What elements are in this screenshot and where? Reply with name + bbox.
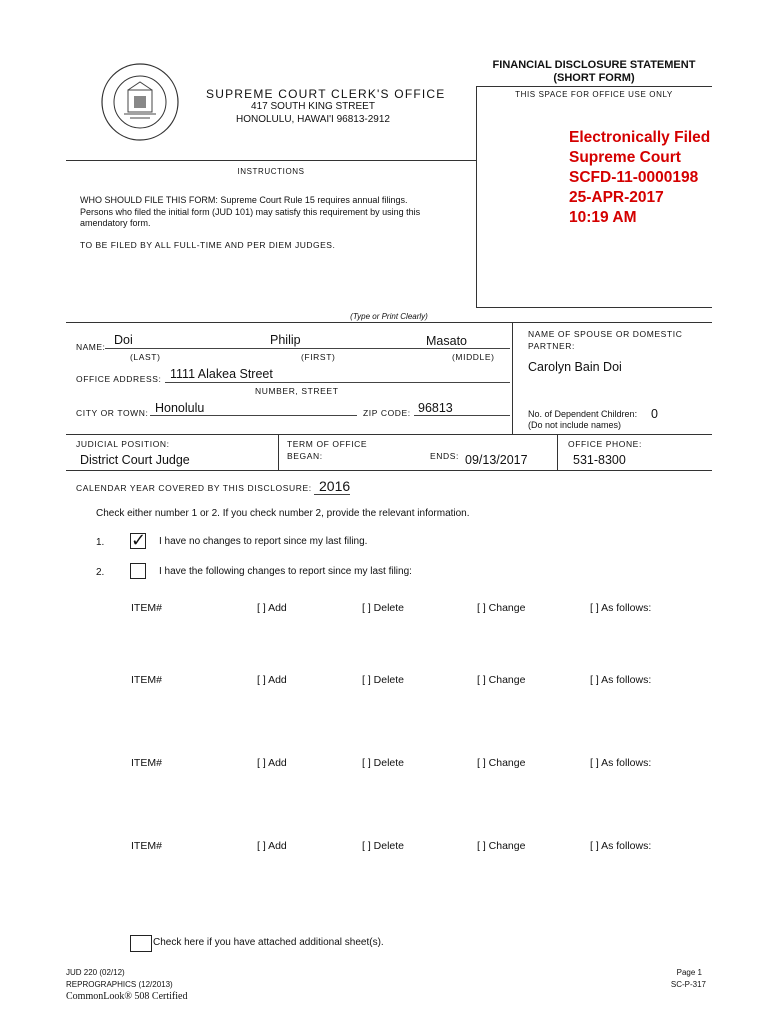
office-address-underline [165,382,510,383]
dependents-label: No. of Dependent Children: [528,409,638,419]
item-row [0,757,770,771]
item-as-follows-checkbox[interactable]: [ ] As follows: [590,602,652,614]
item-label: ITEM# [131,757,162,769]
instructions-para1 [80,195,420,230]
option1-text: I have no changes to report since my last filing. [159,536,368,547]
name-label: NAME: [76,342,106,352]
type-or-print [66,312,712,321]
ends-label: ENDS: [430,451,459,461]
position-bottom-rule [66,470,712,471]
efiling-line5: 10:19 AM [569,209,637,226]
phone-column-divider [557,434,558,470]
office-use-left-border [476,86,477,307]
form-title-line1: FINANCIAL DISCLOSURE STATEMENT [492,59,696,71]
item-as-follows-checkbox[interactable]: [ ] As follows: [590,757,652,769]
calendar-year-value[interactable]: 2016 [319,478,351,494]
item-add-checkbox[interactable]: [ ] Add [257,840,287,852]
middle-name-value[interactable]: Masato [426,334,467,348]
spouse-column-divider [512,322,513,434]
term-column-divider [278,434,279,470]
term-label-line1: TERM OF OFFICE [287,439,368,449]
first-label: (FIRST) [301,352,336,362]
spouse-value[interactable]: Carolyn Bain Doi [528,360,622,374]
office-address-label: OFFICE ADDRESS: [76,374,162,384]
first-name-value[interactable]: Philip [270,333,301,347]
changes-instruction: Check either number 1 or 2. If you check number 2, provide the relevant information. [96,508,470,519]
additional-sheets-text: Check here if you have attached additional sheet(s). [153,937,384,948]
office-name: SUPREME COURT CLERK'S OFFICE [206,87,446,101]
efiling-line2: Supreme Court [569,149,681,166]
instructions-para2: TO BE FILED BY ALL FULL-TIME AND PER DIEM JUDGES. [80,240,336,250]
item-change-checkbox[interactable]: [ ] Change [477,674,526,686]
item-delete-checkbox[interactable]: [ ] Delete [362,757,405,769]
efiling-line4: 25-APR-2017 [569,189,664,206]
certified-mark: CommonLook® 508 Certified [66,991,188,1002]
address-line2: HONOLULU, HAWAI'I 96813-2912 [235,114,390,125]
instructions-top-rule [66,160,476,161]
option2-checkbox[interactable] [130,563,146,579]
office-address-value[interactable]: 1111 Alakea Street [170,367,273,381]
spouse-label-line1: NAME OF SPOUSE OR DOMESTIC [528,329,683,339]
item-add-checkbox[interactable]: [ ] Add [257,602,287,614]
dependents-value[interactable]: 0 [651,407,658,421]
calendar-year-label: CALENDAR YEAR COVERED BY THIS DISCLOSURE: [76,483,312,493]
spouse-label-line2: PARTNER: [528,341,575,351]
item-delete-checkbox[interactable]: [ ] Delete [362,602,405,614]
position-top-rule [66,434,712,435]
number-street-label: NUMBER, STREET [255,386,339,396]
item-label: ITEM# [131,674,162,686]
page-number: Page 1 [676,968,702,977]
item-row [0,602,770,616]
option1-checkbox[interactable] [130,530,147,550]
item-change-checkbox[interactable]: [ ] Change [477,602,526,614]
address-line1: 417 SOUTH KING STREET [251,101,375,112]
efiling-line1: Electronically Filed [569,129,711,146]
option1-number: 1. [96,537,105,548]
city-value[interactable]: Honolulu [155,401,205,415]
office-use-label: THIS SPACE FOR OFFICE USE ONLY [515,90,673,99]
office-phone-label: OFFICE PHONE: [568,439,642,449]
form-title-line2: (SHORT FORM) [553,72,635,84]
ends-value[interactable]: 09/13/2017 [465,453,528,467]
instructions-heading: INSTRUCTIONS [237,167,305,176]
zip-label: ZIP CODE: [363,408,411,418]
item-row [0,674,770,688]
item-as-follows-checkbox[interactable]: [ ] As follows: [590,840,652,852]
efiling-stamp [569,128,769,228]
item-label: ITEM# [131,602,162,614]
calendar-year-underline [314,494,350,495]
item-row [0,840,770,854]
item-change-checkbox[interactable]: [ ] Change [477,840,526,852]
reprographics: REPROGRAPHICS (12/2013) [66,980,173,989]
form-code: SC-P-317 [670,980,706,989]
middle-label: (MIDDLE) [452,352,495,362]
instructions-para1-line2: Persons who filed the initial form (JUD 101) may satisfy this requirement by using this [80,206,421,217]
form-number: JUD 220 (02/12) [66,968,125,977]
check-icon: ✓ [131,530,147,550]
court-seal-icon [100,62,180,142]
judicial-position-value[interactable]: District Court Judge [80,453,190,467]
option2-text: I have the following changes to report since my last filing: [159,566,412,577]
efiling-line3: SCFD-11-0000198 [569,169,699,186]
last-name-value[interactable]: Doi [114,333,133,347]
name-underline [105,348,510,349]
office-use-bottom-border [476,307,712,308]
item-label: ITEM# [131,840,162,852]
judicial-position-label: JUDICIAL POSITION: [76,439,170,449]
item-add-checkbox[interactable]: [ ] Add [257,757,287,769]
term-label-line2: BEGAN: [287,451,323,461]
instructions-para1-line3: amendatory form. [80,218,151,228]
item-delete-checkbox[interactable]: [ ] Delete [362,840,405,852]
option2-number: 2. [96,567,105,578]
item-delete-checkbox[interactable]: [ ] Delete [362,674,405,686]
instructions-para1-line1: WHO SHOULD FILE THIS FORM: Supreme Court Rule 15 requires annual filings. [80,195,408,205]
item-add-checkbox[interactable]: [ ] Add [257,674,287,686]
additional-sheets-checkbox[interactable] [130,935,152,952]
office-use-top-border [476,86,712,87]
type-or-print-text: (Type or Print Clearly) [344,312,434,321]
city-underline [150,415,357,416]
zip-underline [414,415,510,416]
office-phone-value[interactable]: 531-8300 [573,453,626,467]
item-change-checkbox[interactable]: [ ] Change [477,757,526,769]
last-label: (LAST) [130,352,161,362]
city-label: CITY OR TOWN: [76,408,149,418]
zip-value[interactable]: 96813 [418,401,453,415]
item-as-follows-checkbox[interactable]: [ ] As follows: [590,674,652,686]
dependents-note: (Do not include names) [528,420,622,430]
form-top-rule [66,322,712,323]
